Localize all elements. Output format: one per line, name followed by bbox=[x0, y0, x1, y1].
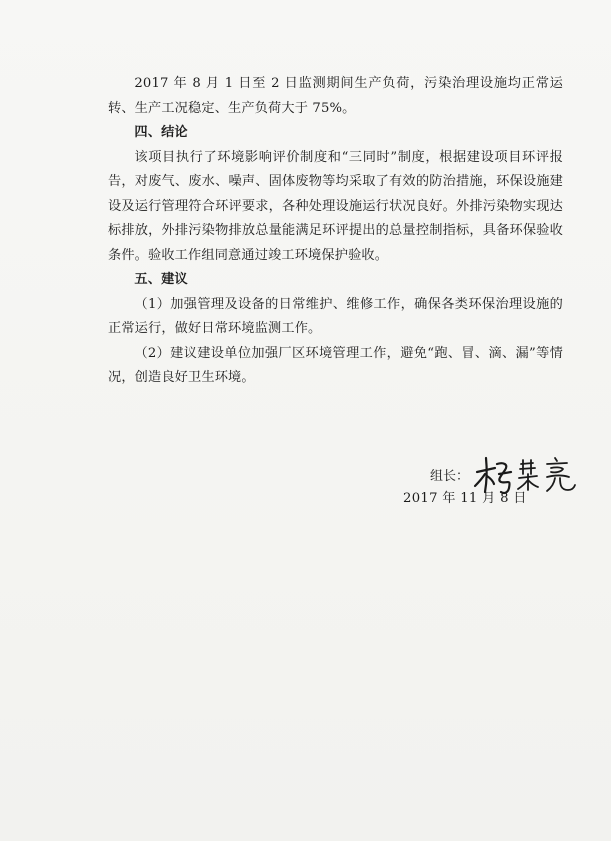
paragraph-suggestion-2: （2）建议建设单位加强厂区环境管理工作，避免“跑、冒、滴、漏”等情况，创造良好卫生环境。 bbox=[108, 345, 563, 385]
signoff-date: 2017 年 11 月 8 日 bbox=[403, 491, 527, 506]
team-leader-label: 组长： bbox=[430, 468, 470, 484]
heading-suggestions: 五、建议 bbox=[134, 272, 188, 287]
paragraph-conclusion: 该项目执行了环境影响评价制度和“三同时”制度，根据建设项目环评报告，对废气、废水、噪声、固体废物等均采取了有效的防治措施，环保设施建设及运行管理符合环评要求，各种处理设施运行状况良好。外排污染物实现达标排放，外排污染物排放总量能满足环评提出的总量控制指标，具备环保验收条件。验收工作组同意通过竣工环境保护验收。 bbox=[108, 149, 563, 263]
paragraph-suggestion-1: （1）加强管理及设备的日常维护、维修工作，确保各类环保治理设施的正常运行，做好日常环境监测工作。 bbox=[108, 296, 563, 336]
paragraph-monitoring-conditions: 2017 年 8 月 1 日至 2 日监测期间生产负荷，污染治理设施均正常运转、生产工况稳定、生产负荷大于 75%。 bbox=[108, 76, 563, 116]
heading-conclusion: 四、结论 bbox=[134, 125, 188, 140]
document-body bbox=[108, 72, 563, 391]
